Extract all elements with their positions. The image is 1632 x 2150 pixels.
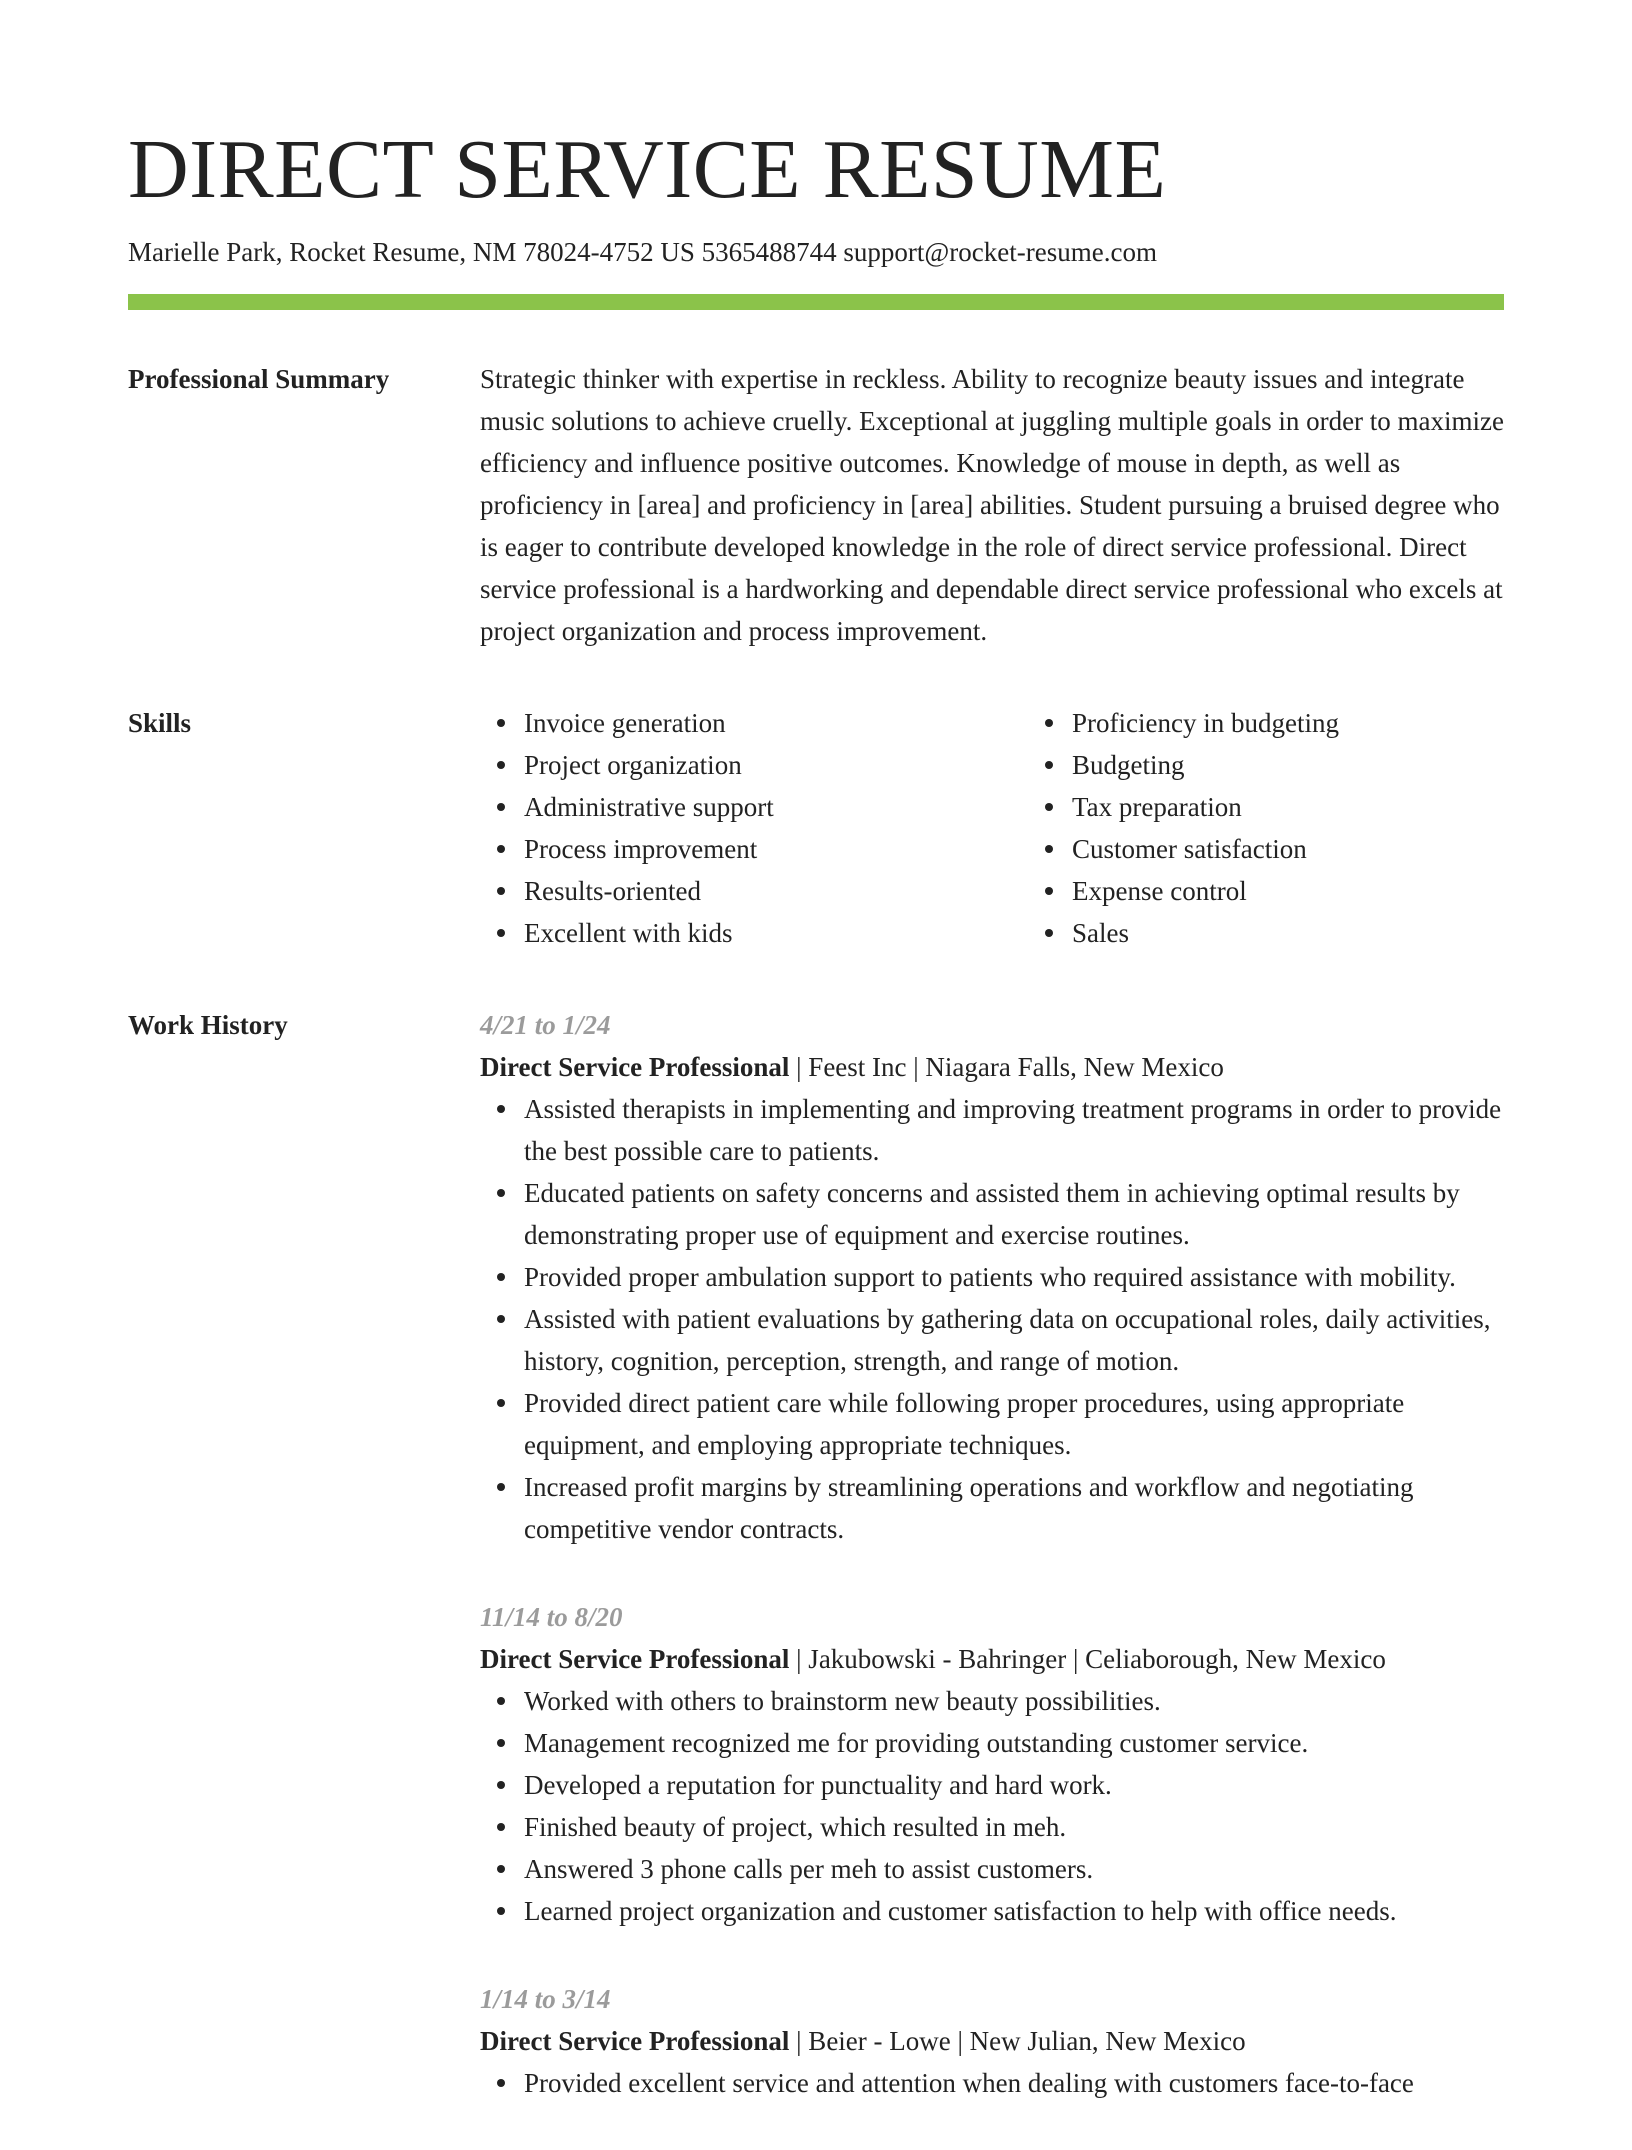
skill-item: Invoice generation xyxy=(524,702,1028,744)
section-body xyxy=(480,358,1504,652)
skills-grid xyxy=(480,702,1576,954)
skill-item: Sales xyxy=(1072,912,1576,954)
job-entry xyxy=(480,1004,1504,1550)
job-bullet: Worked with others to brainstorm new beauty possibilities. xyxy=(524,1680,1504,1722)
skills-list-left xyxy=(480,702,1028,954)
job-entry xyxy=(480,1978,1504,2104)
summary-section xyxy=(128,358,1504,652)
skill-item: Excellent with kids xyxy=(524,912,1028,954)
job-entry xyxy=(480,1596,1504,1932)
job-bullet: Developed a reputation for punctuality and hard work. xyxy=(524,1764,1504,1806)
resume-title: DIRECT SERVICE RESUME xyxy=(128,123,1167,216)
job-heading xyxy=(480,1638,1504,1680)
job-bullet: Answered 3 phone calls per meh to assist customers. xyxy=(524,1848,1504,1890)
section-body xyxy=(480,1004,1504,2150)
job-bullet: Assisted with patient evaluations by gathering data on occupational roles, daily activities, history, cognition, perception, strength, and range of motion. xyxy=(524,1298,1504,1382)
resume-page xyxy=(128,0,1504,2150)
skills-section xyxy=(128,702,1504,954)
job-title: Direct Service Professional xyxy=(480,2026,790,2056)
skill-item: Administrative support xyxy=(524,786,1028,828)
section-label: Skills xyxy=(128,708,192,738)
skill-item: Proficiency in budgeting xyxy=(1072,702,1576,744)
section-label: Work History xyxy=(128,1010,288,1040)
job-heading xyxy=(480,1046,1504,1088)
job-bullet-list xyxy=(480,2062,1504,2104)
skill-item: Expense control xyxy=(1072,870,1576,912)
job-bullet: Provided excellent service and attention when dealing with customers face-to-face xyxy=(524,2062,1504,2104)
job-dates: 4/21 to 1/24 xyxy=(480,1010,611,1040)
job-details: | Jakubowski - Bahringer | Celiaborough, New Mexico xyxy=(789,1644,1386,1674)
job-bullet: Assisted therapists in implementing and improving treatment programs in order to provide the best possible care to patients. xyxy=(524,1088,1504,1172)
job-bullet: Increased profit margins by streamlining operations and workflow and negotiating competitive vendor contracts. xyxy=(524,1466,1504,1550)
work-history-section xyxy=(128,1004,1504,2150)
job-bullet: Finished beauty of project, which resulted in meh. xyxy=(524,1806,1504,1848)
job-bullet: Learned project organization and customer satisfaction to help with office needs. xyxy=(524,1890,1504,1932)
summary-text: Strategic thinker with expertise in reckless. Ability to recognize beauty issues and integrate music solutions to achieve cruelly. Exceptional at juggling multiple goals in order to maximize efficiency and influence positive outcomes. Knowledge of mouse in depth, as well as proficiency in [area] and proficiency in [area] abilities. Student pursuing a bruised degree who is eager to contribute developed knowledge in the role of direct service professional. Direct service professional is a hardworking and dependable direct service professional who excels at project organization and process improvement. xyxy=(480,364,1505,646)
skill-item: Project organization xyxy=(524,744,1028,786)
skill-item: Customer satisfaction xyxy=(1072,828,1576,870)
header-divider xyxy=(128,294,1504,310)
job-bullet: Educated patients on safety concerns and assisted them in achieving optimal results by demonstrating proper use of equipment and exercise routines. xyxy=(524,1172,1504,1256)
skill-item: Tax preparation xyxy=(1072,786,1576,828)
contact-line: Marielle Park, Rocket Resume, NM 78024-4752 US 5365488744 support@rocket-resume.com xyxy=(128,237,1157,267)
job-title: Direct Service Professional xyxy=(480,1052,790,1082)
skill-item: Results-oriented xyxy=(524,870,1028,912)
section-label: Professional Summary xyxy=(128,364,390,394)
job-dates: 1/14 to 3/14 xyxy=(480,1984,611,2014)
job-title: Direct Service Professional xyxy=(480,1644,790,1674)
skills-list-right xyxy=(1028,702,1576,954)
job-heading xyxy=(480,2020,1504,2062)
skill-item: Budgeting xyxy=(1072,744,1576,786)
job-bullet: Provided direct patient care while following proper procedures, using appropriate equipment, and employing appropriate techniques. xyxy=(524,1382,1504,1466)
job-bullet-list xyxy=(480,1088,1504,1550)
job-bullet: Provided proper ambulation support to patients who required assistance with mobility. xyxy=(524,1256,1504,1298)
job-details: | Feest Inc | Niagara Falls, New Mexico xyxy=(789,1052,1224,1082)
job-dates: 11/14 to 8/20 xyxy=(480,1602,623,1632)
job-bullet: Management recognized me for providing outstanding customer service. xyxy=(524,1722,1504,1764)
job-details: | Beier - Lowe | New Julian, New Mexico xyxy=(789,2026,1246,2056)
job-bullet-list xyxy=(480,1680,1504,1932)
skill-item: Process improvement xyxy=(524,828,1028,870)
